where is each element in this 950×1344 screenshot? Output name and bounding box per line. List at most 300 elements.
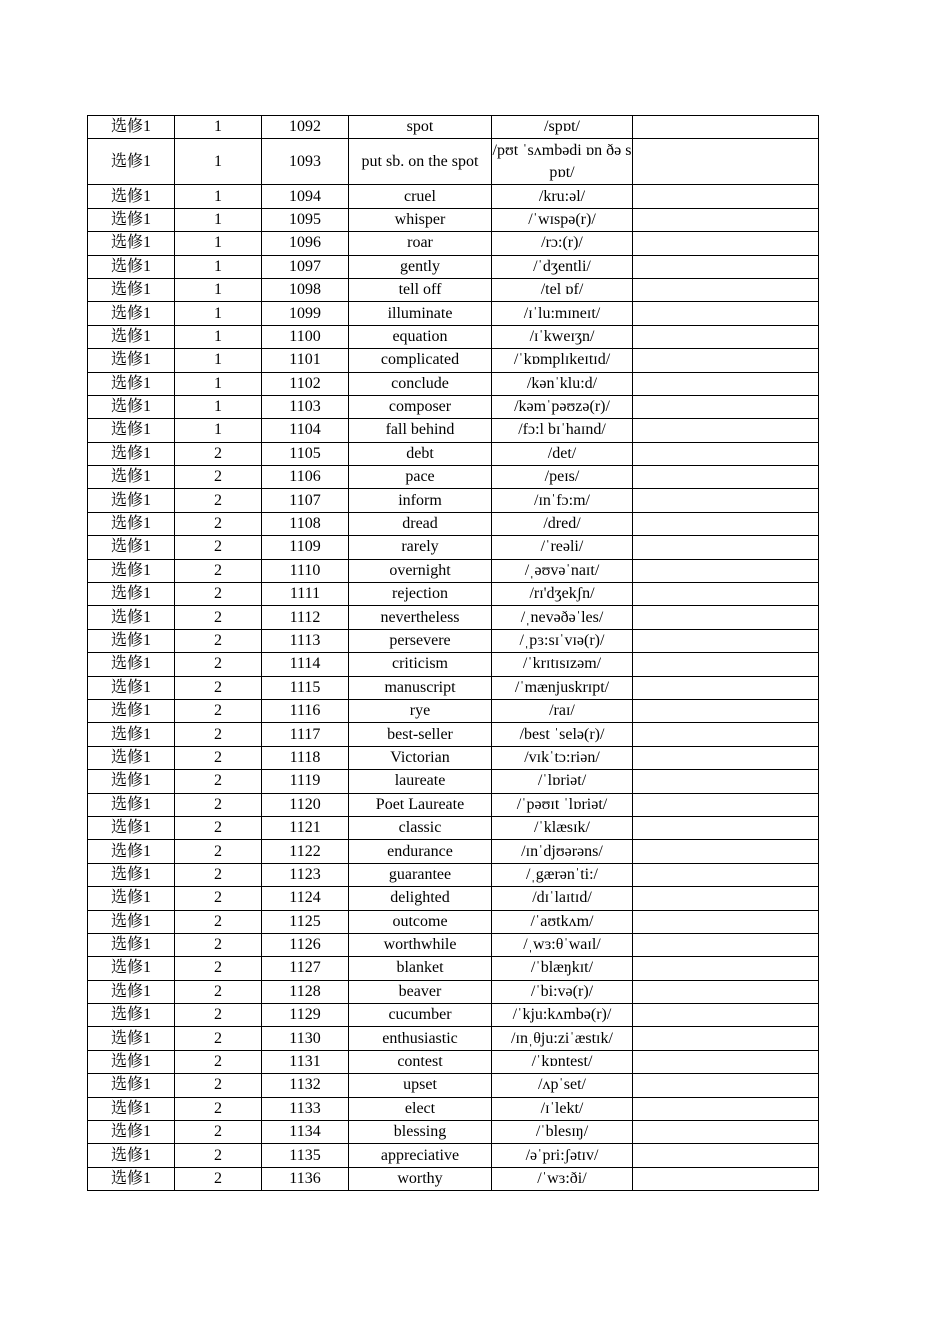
number-cell: 1115: [262, 676, 349, 699]
table-row: [88, 255, 819, 278]
table-row: [88, 1027, 819, 1050]
word-cell: classic: [349, 816, 492, 839]
word-cell: composer: [349, 395, 492, 418]
notes-cell: [633, 770, 819, 793]
phonetic-cell: /dred/: [492, 512, 633, 535]
unit-cell: 2: [175, 1027, 262, 1050]
table-row: [88, 629, 819, 652]
unit-cell: 2: [175, 723, 262, 746]
notes-cell: [633, 933, 819, 956]
table-row: [88, 1144, 819, 1167]
phonetic-cell: /ɪˈkweɪʒn/: [492, 325, 633, 348]
word-cell: gently: [349, 255, 492, 278]
notes-cell: [633, 793, 819, 816]
book-cell: 选修1: [88, 699, 175, 722]
phonetic-cell: /ˈmænjuskrɪpt/: [492, 676, 633, 699]
unit-cell: 1: [175, 255, 262, 278]
number-cell: 1098: [262, 278, 349, 301]
number-cell: 1129: [262, 1004, 349, 1027]
unit-cell: 2: [175, 746, 262, 769]
table-row: [88, 349, 819, 372]
number-cell: 1113: [262, 629, 349, 652]
phonetic-cell: /ˈlɒriət/: [492, 770, 633, 793]
number-cell: 1107: [262, 489, 349, 512]
table-row: [88, 746, 819, 769]
book-cell: 选修1: [88, 887, 175, 910]
book-cell: 选修1: [88, 372, 175, 395]
book-cell: 选修1: [88, 395, 175, 418]
notes-cell: [633, 1004, 819, 1027]
book-cell: 选修1: [88, 349, 175, 372]
table-row: [88, 139, 819, 185]
table-row: [88, 208, 819, 231]
number-cell: 1122: [262, 840, 349, 863]
table-row: [88, 302, 819, 325]
book-cell: 选修1: [88, 559, 175, 582]
book-cell: 选修1: [88, 208, 175, 231]
word-cell: nevertheless: [349, 606, 492, 629]
phonetic-cell: /kənˈklu:d/: [492, 372, 633, 395]
book-cell: 选修1: [88, 232, 175, 255]
book-cell: 选修1: [88, 512, 175, 535]
notes-cell: [633, 1097, 819, 1120]
table-row: [88, 793, 819, 816]
notes-cell: [633, 746, 819, 769]
book-cell: 选修1: [88, 1097, 175, 1120]
unit-cell: 2: [175, 466, 262, 489]
table-row: [88, 816, 819, 839]
book-cell: 选修1: [88, 583, 175, 606]
unit-cell: 2: [175, 606, 262, 629]
phonetic-cell: /det/: [492, 442, 633, 465]
word-cell: beaver: [349, 980, 492, 1003]
book-cell: 选修1: [88, 840, 175, 863]
number-cell: 1132: [262, 1074, 349, 1097]
book-cell: 选修1: [88, 116, 175, 139]
word-cell: equation: [349, 325, 492, 348]
word-cell: overnight: [349, 559, 492, 582]
table-row: [88, 1167, 819, 1190]
table-row: [88, 325, 819, 348]
unit-cell: 2: [175, 816, 262, 839]
unit-cell: 2: [175, 512, 262, 535]
table-row: [88, 1097, 819, 1120]
notes-cell: [633, 1121, 819, 1144]
unit-cell: 1: [175, 302, 262, 325]
notes-cell: [633, 863, 819, 886]
phonetic-cell: /ɪnˌθju:ziˈæstɪk/: [492, 1027, 633, 1050]
word-cell: manuscript: [349, 676, 492, 699]
unit-cell: 2: [175, 536, 262, 559]
number-cell: 1131: [262, 1050, 349, 1073]
number-cell: 1106: [262, 466, 349, 489]
book-cell: 选修1: [88, 255, 175, 278]
number-cell: 1128: [262, 980, 349, 1003]
table-row: [88, 559, 819, 582]
book-cell: 选修1: [88, 419, 175, 442]
notes-cell: [633, 278, 819, 301]
phonetic-cell: /ˈkɒmplɪkeɪtɪd/: [492, 349, 633, 372]
phonetic-cell: /əˈpri:ʃətɪv/: [492, 1144, 633, 1167]
number-cell: 1110: [262, 559, 349, 582]
table-row: [88, 887, 819, 910]
notes-cell: [633, 629, 819, 652]
book-cell: 选修1: [88, 746, 175, 769]
unit-cell: 2: [175, 840, 262, 863]
word-cell: conclude: [349, 372, 492, 395]
unit-cell: 2: [175, 933, 262, 956]
notes-cell: [633, 442, 819, 465]
unit-cell: 2: [175, 1004, 262, 1027]
phonetic-cell: /pʊt ˈsʌmbədi ɒn ðə spɒt/: [492, 139, 633, 185]
book-cell: 选修1: [88, 466, 175, 489]
word-cell: cruel: [349, 185, 492, 208]
word-cell: contest: [349, 1050, 492, 1073]
table-row: [88, 372, 819, 395]
number-cell: 1104: [262, 419, 349, 442]
word-cell: laureate: [349, 770, 492, 793]
number-cell: 1127: [262, 957, 349, 980]
word-cell: blanket: [349, 957, 492, 980]
table-row: [88, 536, 819, 559]
book-cell: 选修1: [88, 793, 175, 816]
table-row: [88, 395, 819, 418]
book-cell: 选修1: [88, 442, 175, 465]
table-row: [88, 699, 819, 722]
book-cell: 选修1: [88, 1027, 175, 1050]
book-cell: 选修1: [88, 910, 175, 933]
number-cell: 1092: [262, 116, 349, 139]
phonetic-cell: /tel ɒf/: [492, 278, 633, 301]
number-cell: 1135: [262, 1144, 349, 1167]
phonetic-cell: /ˌgærənˈti:/: [492, 863, 633, 886]
unit-cell: 2: [175, 793, 262, 816]
unit-cell: 2: [175, 489, 262, 512]
word-cell: appreciative: [349, 1144, 492, 1167]
word-cell: inform: [349, 489, 492, 512]
unit-cell: 2: [175, 583, 262, 606]
word-cell: rye: [349, 699, 492, 722]
notes-cell: [633, 1167, 819, 1190]
number-cell: 1094: [262, 185, 349, 208]
number-cell: 1121: [262, 816, 349, 839]
notes-cell: [633, 302, 819, 325]
vocabulary-table: [87, 115, 819, 1191]
word-cell: rejection: [349, 583, 492, 606]
notes-cell: [633, 699, 819, 722]
notes-cell: [633, 255, 819, 278]
number-cell: 1123: [262, 863, 349, 886]
phonetic-cell: /ɪˈlekt/: [492, 1097, 633, 1120]
phonetic-cell: /ˈreəli/: [492, 536, 633, 559]
table-row: [88, 466, 819, 489]
book-cell: 选修1: [88, 629, 175, 652]
table-row: [88, 1074, 819, 1097]
unit-cell: 2: [175, 629, 262, 652]
book-cell: 选修1: [88, 816, 175, 839]
word-cell: complicated: [349, 349, 492, 372]
table-row: [88, 583, 819, 606]
notes-cell: [633, 653, 819, 676]
table-row: [88, 676, 819, 699]
book-cell: 选修1: [88, 957, 175, 980]
notes-cell: [633, 466, 819, 489]
number-cell: 1111: [262, 583, 349, 606]
phonetic-cell: /rɪ'dʒekʃn/: [492, 583, 633, 606]
table-row: [88, 1004, 819, 1027]
unit-cell: 2: [175, 559, 262, 582]
number-cell: 1105: [262, 442, 349, 465]
number-cell: 1095: [262, 208, 349, 231]
word-cell: guarantee: [349, 863, 492, 886]
number-cell: 1120: [262, 793, 349, 816]
book-cell: 选修1: [88, 606, 175, 629]
book-cell: 选修1: [88, 1144, 175, 1167]
book-cell: 选修1: [88, 1121, 175, 1144]
vocabulary-table-body: [88, 116, 819, 1191]
notes-cell: [633, 840, 819, 863]
word-cell: fall behind: [349, 419, 492, 442]
table-row: [88, 489, 819, 512]
number-cell: 1100: [262, 325, 349, 348]
unit-cell: 2: [175, 676, 262, 699]
word-cell: rarely: [349, 536, 492, 559]
word-cell: outcome: [349, 910, 492, 933]
unit-cell: 1: [175, 208, 262, 231]
unit-cell: 1: [175, 372, 262, 395]
number-cell: 1117: [262, 723, 349, 746]
number-cell: 1102: [262, 372, 349, 395]
notes-cell: [633, 910, 819, 933]
phonetic-cell: /ˌpɜ:sɪˈvɪə(r)/: [492, 629, 633, 652]
table-row: [88, 723, 819, 746]
number-cell: 1109: [262, 536, 349, 559]
book-cell: 选修1: [88, 1004, 175, 1027]
book-cell: 选修1: [88, 863, 175, 886]
unit-cell: 2: [175, 863, 262, 886]
number-cell: 1103: [262, 395, 349, 418]
word-cell: dread: [349, 512, 492, 535]
unit-cell: 2: [175, 910, 262, 933]
table-row: [88, 980, 819, 1003]
book-cell: 选修1: [88, 185, 175, 208]
word-cell: worthwhile: [349, 933, 492, 956]
notes-cell: [633, 980, 819, 1003]
book-cell: 选修1: [88, 980, 175, 1003]
notes-cell: [633, 559, 819, 582]
unit-cell: 1: [175, 232, 262, 255]
word-cell: elect: [349, 1097, 492, 1120]
number-cell: 1093: [262, 139, 349, 185]
notes-cell: [633, 139, 819, 185]
phonetic-cell: /ˈaʊtkʌm/: [492, 910, 633, 933]
word-cell: upset: [349, 1074, 492, 1097]
phonetic-cell: /peɪs/: [492, 466, 633, 489]
phonetic-cell: /ˈbi:və(r)/: [492, 980, 633, 1003]
unit-cell: 2: [175, 1167, 262, 1190]
notes-cell: [633, 676, 819, 699]
word-cell: cucumber: [349, 1004, 492, 1027]
phonetic-cell: /ˈkrɪtɪsɪzəm/: [492, 653, 633, 676]
book-cell: 选修1: [88, 1050, 175, 1073]
number-cell: 1108: [262, 512, 349, 535]
word-cell: delighted: [349, 887, 492, 910]
phonetic-cell: /kru:əl/: [492, 185, 633, 208]
book-cell: 选修1: [88, 536, 175, 559]
book-cell: 选修1: [88, 1074, 175, 1097]
notes-cell: [633, 887, 819, 910]
unit-cell: 1: [175, 185, 262, 208]
table-row: [88, 512, 819, 535]
phonetic-cell: /spɒt/: [492, 116, 633, 139]
table-row: [88, 957, 819, 980]
unit-cell: 1: [175, 395, 262, 418]
phonetic-cell: /ˈdʒentli/: [492, 255, 633, 278]
phonetic-cell: /raɪ/: [492, 699, 633, 722]
notes-cell: [633, 325, 819, 348]
unit-cell: 1: [175, 116, 262, 139]
unit-cell: 2: [175, 653, 262, 676]
word-cell: persevere: [349, 629, 492, 652]
book-cell: 选修1: [88, 489, 175, 512]
table-row: [88, 910, 819, 933]
word-cell: roar: [349, 232, 492, 255]
number-cell: 1133: [262, 1097, 349, 1120]
word-cell: whisper: [349, 208, 492, 231]
phonetic-cell: /ˈklæsɪk/: [492, 816, 633, 839]
table-row: [88, 419, 819, 442]
phonetic-cell: /ˈwɜ:ði/: [492, 1167, 633, 1190]
unit-cell: 2: [175, 1121, 262, 1144]
book-cell: 选修1: [88, 302, 175, 325]
phonetic-cell: /ˈblesɪŋ/: [492, 1121, 633, 1144]
phonetic-cell: /rɔ:(r)/: [492, 232, 633, 255]
notes-cell: [633, 1050, 819, 1073]
unit-cell: 2: [175, 1144, 262, 1167]
number-cell: 1136: [262, 1167, 349, 1190]
table-row: [88, 1121, 819, 1144]
number-cell: 1112: [262, 606, 349, 629]
unit-cell: 2: [175, 957, 262, 980]
word-cell: tell off: [349, 278, 492, 301]
unit-cell: 2: [175, 980, 262, 1003]
word-cell: Poet Laureate: [349, 793, 492, 816]
table-row: [88, 278, 819, 301]
table-row: [88, 116, 819, 139]
number-cell: 1124: [262, 887, 349, 910]
notes-cell: [633, 208, 819, 231]
unit-cell: 2: [175, 1074, 262, 1097]
number-cell: 1116: [262, 699, 349, 722]
number-cell: 1134: [262, 1121, 349, 1144]
table-row: [88, 770, 819, 793]
phonetic-cell: /kəmˈpəʊzə(r)/: [492, 395, 633, 418]
word-cell: pace: [349, 466, 492, 489]
word-cell: Victorian: [349, 746, 492, 769]
word-cell: criticism: [349, 653, 492, 676]
table-row: [88, 1050, 819, 1073]
book-cell: 选修1: [88, 139, 175, 185]
notes-cell: [633, 723, 819, 746]
number-cell: 1119: [262, 770, 349, 793]
table-row: [88, 442, 819, 465]
notes-cell: [633, 583, 819, 606]
notes-cell: [633, 489, 819, 512]
unit-cell: 2: [175, 1097, 262, 1120]
unit-cell: 1: [175, 278, 262, 301]
phonetic-cell: /ˈkɒntest/: [492, 1050, 633, 1073]
unit-cell: 2: [175, 887, 262, 910]
notes-cell: [633, 419, 819, 442]
table-row: [88, 840, 819, 863]
notes-cell: [633, 1144, 819, 1167]
phonetic-cell: /dɪˈlaɪtɪd/: [492, 887, 633, 910]
notes-cell: [633, 395, 819, 418]
unit-cell: 2: [175, 699, 262, 722]
book-cell: 选修1: [88, 933, 175, 956]
table-row: [88, 653, 819, 676]
word-cell: blessing: [349, 1121, 492, 1144]
book-cell: 选修1: [88, 770, 175, 793]
book-cell: 选修1: [88, 1167, 175, 1190]
table-row: [88, 606, 819, 629]
notes-cell: [633, 349, 819, 372]
number-cell: 1125: [262, 910, 349, 933]
book-cell: 选修1: [88, 653, 175, 676]
number-cell: 1130: [262, 1027, 349, 1050]
phonetic-cell: /best ˈselə(r)/: [492, 723, 633, 746]
notes-cell: [633, 1027, 819, 1050]
unit-cell: 2: [175, 1050, 262, 1073]
word-cell: illuminate: [349, 302, 492, 325]
notes-cell: [633, 232, 819, 255]
phonetic-cell: /ɪnˈdjʊərəns/: [492, 840, 633, 863]
word-cell: enthusiastic: [349, 1027, 492, 1050]
unit-cell: 1: [175, 419, 262, 442]
word-cell: best-seller: [349, 723, 492, 746]
unit-cell: 1: [175, 139, 262, 185]
phonetic-cell: /ʌpˈset/: [492, 1074, 633, 1097]
notes-cell: [633, 606, 819, 629]
word-cell: debt: [349, 442, 492, 465]
unit-cell: 1: [175, 349, 262, 372]
unit-cell: 2: [175, 770, 262, 793]
phonetic-cell: /ˈkju:kʌmbə(r)/: [492, 1004, 633, 1027]
notes-cell: [633, 536, 819, 559]
notes-cell: [633, 372, 819, 395]
number-cell: 1101: [262, 349, 349, 372]
phonetic-cell: /ɪˈlu:mɪneɪt/: [492, 302, 633, 325]
word-cell: put sb. on the spot: [349, 139, 492, 185]
notes-cell: [633, 185, 819, 208]
number-cell: 1099: [262, 302, 349, 325]
table-row: [88, 863, 819, 886]
book-cell: 选修1: [88, 676, 175, 699]
phonetic-cell: /ˌnevəðəˈles/: [492, 606, 633, 629]
notes-cell: [633, 957, 819, 980]
word-cell: spot: [349, 116, 492, 139]
phonetic-cell: /ˈpəʊɪt ˈlɒriət/: [492, 793, 633, 816]
phonetic-cell: /vɪkˈtɔ:riən/: [492, 746, 633, 769]
phonetic-cell: /ˈblæŋkɪt/: [492, 957, 633, 980]
unit-cell: 1: [175, 325, 262, 348]
number-cell: 1114: [262, 653, 349, 676]
phonetic-cell: /ˌwɜ:θˈwaɪl/: [492, 933, 633, 956]
word-cell: worthy: [349, 1167, 492, 1190]
book-cell: 选修1: [88, 325, 175, 348]
notes-cell: [633, 116, 819, 139]
notes-cell: [633, 816, 819, 839]
